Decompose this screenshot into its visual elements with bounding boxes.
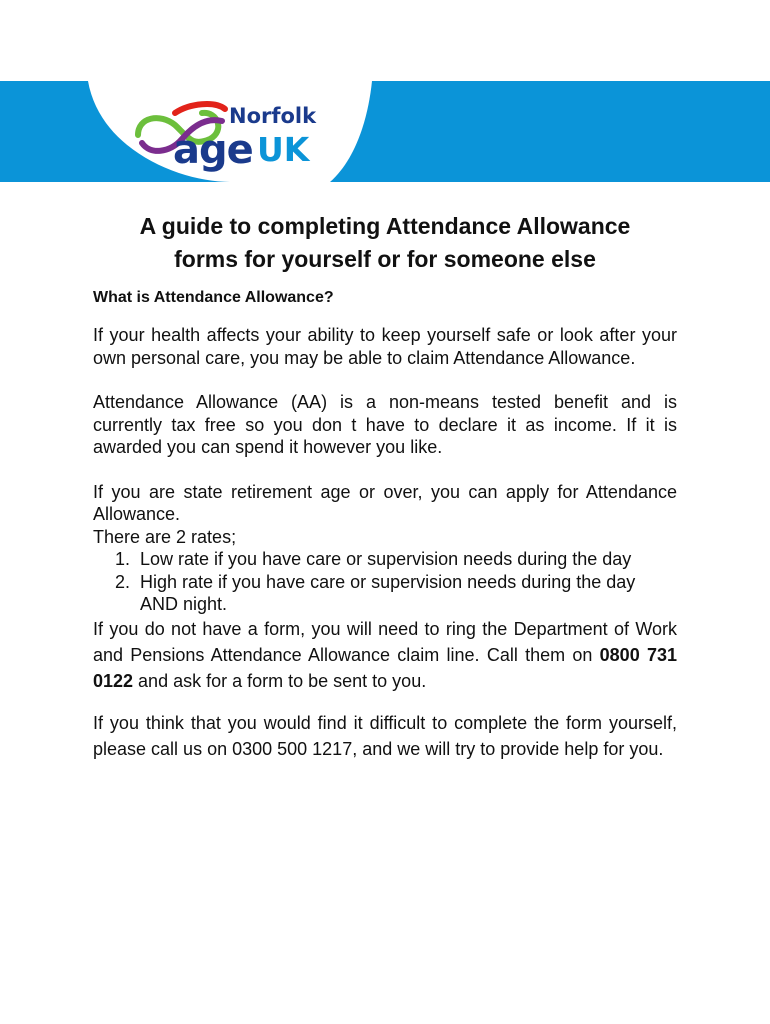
list-text: High rate if you have care or supervision needs during the day AND night. (140, 571, 636, 614)
list-item (93, 571, 677, 616)
document-body (93, 287, 677, 778)
rates-list (93, 548, 677, 616)
logo-region-text: Norfolk (229, 104, 317, 128)
list-item (93, 548, 677, 571)
logo-uk-text: UK (257, 130, 310, 169)
paragraph-request-form (93, 616, 677, 694)
list-text: Low rate if you have care or supervision needs during the day (140, 549, 632, 569)
paragraph-benefit-info: Attendance Allowance (AA) is a non-means tested benefit and is currently tax free so you don t have to declare it as income. If it is awarded you can spend it however you like. (93, 392, 677, 457)
request-text-a: If you do not have a form, you will need to ring the Department of Work and Pensions Attendance Allowance claim line. Call them on (93, 618, 677, 665)
banner-curve (0, 0, 770, 190)
logo-age-text: age (173, 127, 253, 173)
title-line-2: forms for yourself or for someone else (174, 246, 596, 272)
paragraph-age: If you are state retirement age or over, you can apply for Attendance Allowance. (93, 481, 677, 524)
paragraph-help: If you think that you would find it difficult to complete the form yourself, please call us on 0300 500 1217, and we will try to provide help for you. (93, 712, 677, 759)
document-title (60, 210, 710, 276)
title-line-1: A guide to completing Attendance Allowance (139, 213, 631, 239)
claim-line-phone: 0800 731 0122 (93, 644, 677, 691)
request-text-b: and ask for a form to be sent to you. (133, 670, 427, 691)
list-number: 1. (115, 549, 131, 569)
list-number: 2. (115, 571, 131, 592)
paragraph-eligibility: If your health affects your ability to keep yourself safe or look after your own personal care, you may be able to claim Attendance Allowance. (93, 325, 677, 368)
section-heading: What is Attendance Allowance? (93, 289, 334, 306)
paragraph-rates-intro: There are 2 rates; (93, 526, 237, 547)
